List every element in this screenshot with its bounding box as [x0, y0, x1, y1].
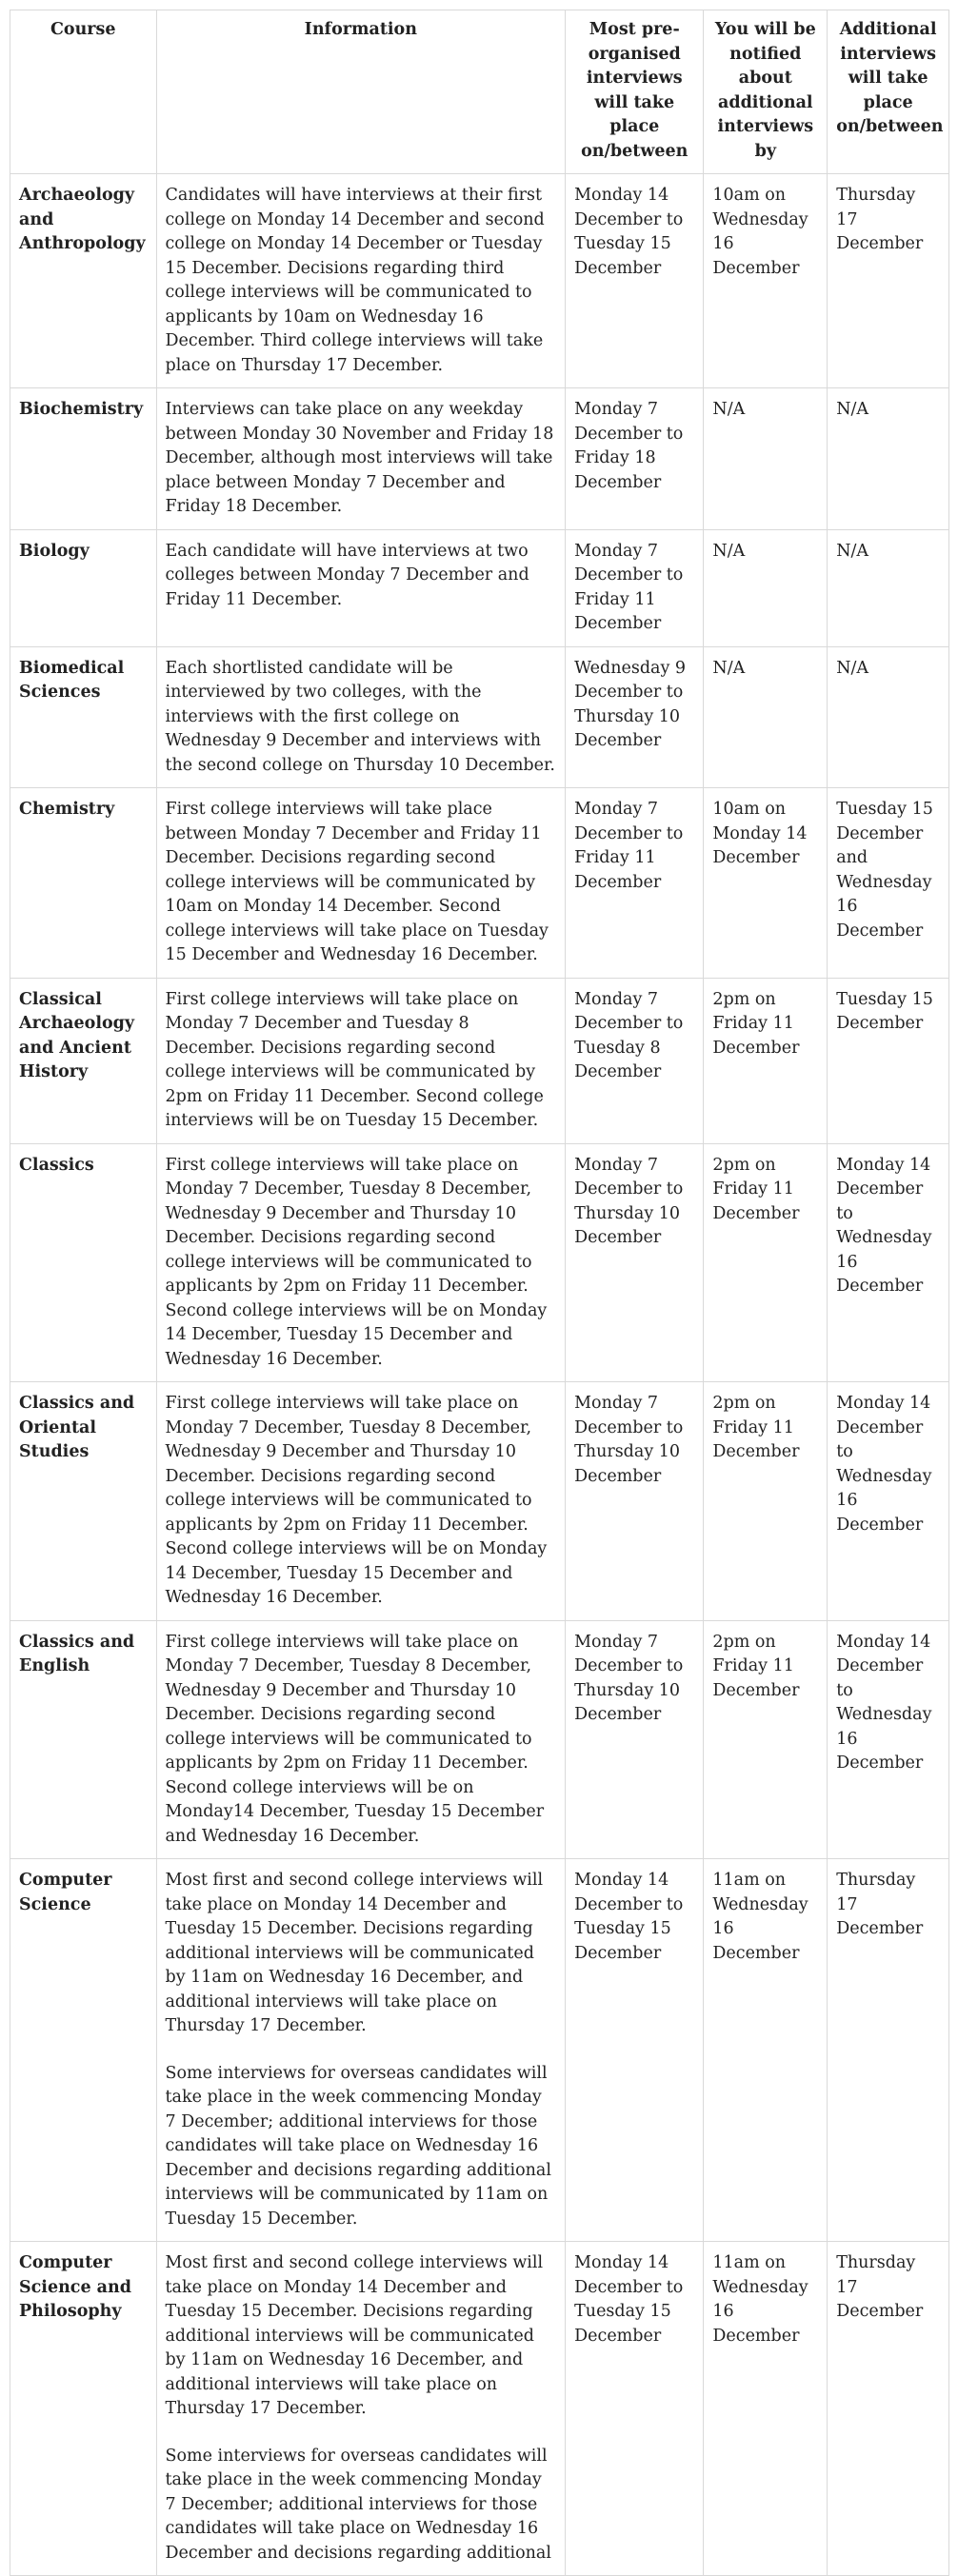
course-information	[156, 1143, 566, 1382]
notification-time: 11am on Wednesday 16 December	[704, 2242, 828, 2576]
course-name: Biochemistry	[10, 388, 157, 530]
additional-dates: N/A	[828, 529, 949, 646]
information-paragraph: Interviews can take place on any weekday between Monday 30 November and Friday 18 December, although most interviews will take place between Monday 7 December and Friday 18 December.	[165, 400, 554, 516]
information-paragraph: First college interviews will take place on Monday 7 December and Tuesday 8 December. Decisions regarding second college interviews will be communicated by 2pm on Friday 11 December. Second college interviews will be on Tuesday 15 December.	[165, 989, 544, 1130]
course-name: Archaeology and Anthropology	[10, 174, 157, 388]
course-name: Chemistry	[10, 788, 157, 979]
information-paragraph: First college interviews will take place on Monday 7 December, Tuesday 8 December, Wednesday 9 December and Thursday 10 December. Decisions regarding second college interviews will be communicated to applicants by 2pm on Friday 11 December. Second college interviews will be on Monday14 December, Tuesday 15 December and Wednesday 16 December.	[165, 1632, 545, 1846]
notification-time: 10am on Wednesday 16 December	[704, 174, 828, 388]
preorganised-dates: Monday 7 December to Thursday 10 December	[566, 1143, 704, 1382]
additional-dates: Tuesday 15 December	[828, 978, 949, 1143]
preorganised-dates: Monday 14 December to Tuesday 15 December	[566, 1859, 704, 2242]
additional-dates: N/A	[828, 646, 949, 788]
course-name: Computer Science and Philosophy	[10, 2242, 157, 2576]
additional-dates: Tuesday 15 December and Wednesday 16 December	[828, 788, 949, 979]
table-row	[10, 978, 949, 1143]
table-row	[10, 1143, 949, 1382]
information-paragraph: First college interviews will take place on Monday 7 December, Tuesday 8 December, Wednesday 9 December and Thursday 10 December. Decisions regarding second college interviews will be communicated to applicants by 2pm on Friday 11 December. Second college interviews will be on Monday 14 December, Tuesday 15 December and Wednesday 16 December.	[165, 1394, 548, 1607]
preorganised-dates: Monday 14 December to Tuesday 15 December	[566, 174, 704, 388]
notification-time: 2pm on Friday 11 December	[704, 1382, 828, 1621]
notification-time: 2pm on Friday 11 December	[704, 1143, 828, 1382]
preorganised-dates: Wednesday 9 December to Thursday 10 December	[566, 646, 704, 788]
header-preorganised-dates: Most pre-organised interviews will take place on/between	[566, 10, 704, 174]
table-row	[10, 788, 949, 979]
notification-time: 10am on Monday 14 December	[704, 788, 828, 979]
notification-time: N/A	[704, 388, 828, 530]
information-paragraph: Some interviews for overseas candidates will take place in the week commencing Monday 7 December; additional interviews for those candidates will take place on Wednesday 16 December and decisions regarding additional interviews will be communicated by 11am on Tuesday 15 December.	[165, 2063, 551, 2229]
information-paragraph: Each candidate will have interviews at two colleges between Monday 7 December and Friday 11 December.	[165, 541, 529, 609]
information-paragraph: Most first and second college interviews will take place on Monday 14 December and Tuesday 15 December. Decisions regarding additional interviews will be communicated by 11am on Wednesday 16 December, and additional interviews will take place on Thursday 17 December.	[165, 1871, 544, 2035]
preorganised-dates: Monday 7 December to Friday 11 December	[566, 529, 704, 646]
notification-time: N/A	[704, 529, 828, 646]
preorganised-dates: Monday 7 December to Thursday 10 December	[566, 1382, 704, 1621]
header-notification: You will be notified about additional interviews by	[704, 10, 828, 174]
course-name: Classical Archaeology and Ancient History	[10, 978, 157, 1143]
header-row	[10, 10, 949, 174]
table-row	[10, 646, 949, 788]
table-row	[10, 174, 949, 388]
table-row	[10, 388, 949, 530]
course-name: Computer Science	[10, 1859, 157, 2242]
header-information: Information	[156, 10, 566, 174]
course-information	[156, 1620, 566, 1859]
course-information	[156, 529, 566, 646]
course-name: Biology	[10, 529, 157, 646]
course-name: Classics and Oriental Studies	[10, 1382, 157, 1621]
course-information	[156, 788, 566, 979]
course-information	[156, 2242, 566, 2576]
additional-dates: Thursday 17 December	[828, 2242, 949, 2576]
course-name: Biomedical Sciences	[10, 646, 157, 788]
course-information	[156, 388, 566, 530]
table-header	[10, 10, 949, 174]
course-information	[156, 174, 566, 388]
preorganised-dates: Monday 7 December to Thursday 10 December	[566, 1620, 704, 1859]
additional-dates: Monday 14 December to Wednesday 16 December	[828, 1382, 949, 1621]
course-name: Classics and English	[10, 1620, 157, 1859]
notification-time: 11am on Wednesday 16 December	[704, 1859, 828, 2242]
header-additional-dates: Additional interviews will take place on/between	[828, 10, 949, 174]
notification-time: 2pm on Friday 11 December	[704, 978, 828, 1143]
course-information	[156, 646, 566, 788]
header-course: Course	[10, 10, 157, 174]
information-paragraph: Each shortlisted candidate will be interviewed by two colleges, with the interviews with the first college on Wednesday 9 December and interviews with the second college on Thursday 10 December.	[165, 658, 555, 775]
information-paragraph: Most first and second college interviews will take place on Monday 14 December and Tuesday 15 December. Decisions regarding additional interviews will be communicated by 11am on Wednesday 16 December, and additional interviews will take place on Thursday 17 December.	[165, 2253, 544, 2418]
table-row	[10, 1620, 949, 1859]
additional-dates: Thursday 17 December	[828, 1859, 949, 2242]
table-row	[10, 1382, 949, 1621]
interview-schedule-table	[10, 10, 949, 2576]
notification-time: N/A	[704, 646, 828, 788]
table-row	[10, 1859, 949, 2242]
table-row	[10, 529, 949, 646]
preorganised-dates: Monday 14 December to Tuesday 15 December	[566, 2242, 704, 2576]
additional-dates: Thursday 17 December	[828, 174, 949, 388]
table-row	[10, 2242, 949, 2576]
information-paragraph: Some interviews for overseas candidates will take place in the week commencing Monday 7 December; additional interviews for those candidates will take place on Wednesday 16 December and decisions regarding additional	[165, 2446, 551, 2563]
additional-dates: N/A	[828, 388, 949, 530]
preorganised-dates: Monday 7 December to Tuesday 8 December	[566, 978, 704, 1143]
additional-dates: Monday 14 December to Wednesday 16 December	[828, 1620, 949, 1859]
course-information	[156, 1382, 566, 1621]
table-body	[10, 174, 949, 2576]
information-paragraph: Candidates will have interviews at their first college on Monday 14 December and second college on Monday 14 December or Tuesday 15 December. Decisions regarding third college interviews will be communicated to applicants by 10am on Wednesday 16 December. Third college interviews will take place on Thursday 17 December.	[165, 186, 545, 375]
additional-dates: Monday 14 December to Wednesday 16 December	[828, 1143, 949, 1382]
information-paragraph: First college interviews will take place on Monday 7 December, Tuesday 8 December, Wednesday 9 December and Thursday 10 December. Decisions regarding second college interviews will be communicated to applicants by 2pm on Friday 11 December. Second college interviews will be on Monday 14 December, Tuesday 15 December and Wednesday 16 December.	[165, 1155, 548, 1369]
preorganised-dates: Monday 7 December to Friday 18 December	[566, 388, 704, 530]
notification-time: 2pm on Friday 11 December	[704, 1620, 828, 1859]
information-paragraph: First college interviews will take place between Monday 7 December and Friday 11 December. Decisions regarding second college interviews will be communicated by 10am on Monday 14 December. Second college interviews will take place on Tuesday 15 December and Wednesday 16 December.	[165, 800, 549, 964]
course-name: Classics	[10, 1143, 157, 1382]
preorganised-dates: Monday 7 December to Friday 11 December	[566, 788, 704, 979]
course-information	[156, 1859, 566, 2242]
course-information	[156, 978, 566, 1143]
